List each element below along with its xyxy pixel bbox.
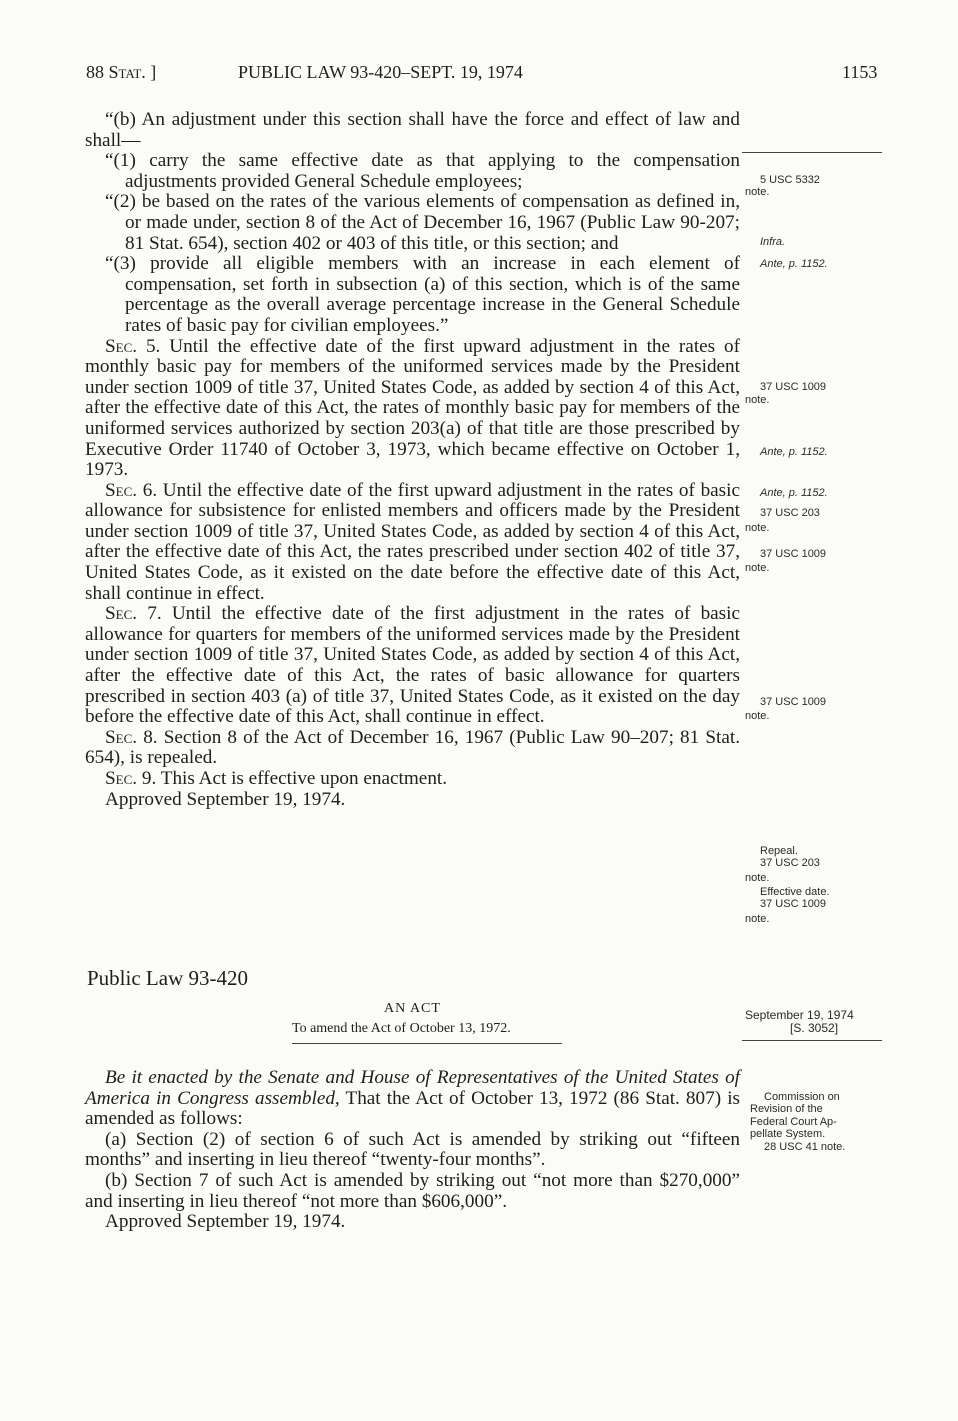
header-volume: 88 Stat. ]: [86, 62, 157, 82]
margin-note-1b: note.: [745, 186, 770, 198]
approval-date: Approved September 19, 1974.: [105, 788, 346, 810]
section-7-label: Sec. 7.: [105, 603, 162, 625]
margin-note-3: Ante, p. 1152.: [760, 258, 828, 270]
section-6: [85, 481, 740, 605]
margin-note-4: 37 USC 1009: [760, 381, 827, 393]
amendment-a: (a) Section (2) of section 6 of such Act is amended by striking out “fifteen months” and inserting in lieu thereof “twenty-four months”.: [85, 1128, 740, 1171]
paragraph-b: “(b) An adjustment under this section shall have the force and effect of law and shall—: [85, 109, 740, 151]
section-8-label: Sec. 8.: [105, 726, 158, 748]
margin-note-7b: note.: [745, 522, 770, 534]
main-text: [85, 110, 740, 810]
section-5: [85, 337, 740, 481]
law2-approval-date: Approved September 19, 1974.: [105, 1211, 346, 1233]
public-law-title: Public Law 93-420: [87, 966, 248, 990]
margin-note-7: 37 USC 203: [760, 507, 820, 519]
margin-note-date: September 19, 1974: [745, 1008, 854, 1022]
header-title: PUBLIC LAW 93-420–SEPT. 19, 1974: [238, 62, 523, 82]
margin-note-11: Effective date. 37 USC 1009: [760, 886, 830, 911]
section-8-text: Section 8 of the Act of December 16, 1967 (Public Law 90–207; 81 Stat. 654), is repealed.: [85, 726, 740, 769]
item-2: “(2) be based on the rates of the various elements of compensation as defined in, or made under, section 8 of the Act of December 16, 1967 (Public Law 90-207; 81 Stat. 654), section 402 or 403 of this title, or this section; and: [105, 191, 740, 254]
margin-note-8b: note.: [745, 562, 770, 574]
section-9: [85, 769, 740, 790]
item-1: “(1) carry the same effective date as that applying to the compensation adjustments provided General Schedule employees;: [105, 150, 740, 192]
page-number: 1153: [842, 62, 878, 82]
margin-note-10: Repeal. 37 USC 203: [760, 845, 820, 870]
enacting-rest: That the Act of October 13, 1972 (86 Stat. 807) is amended as follows:: [85, 1087, 740, 1130]
margin-note-bill: [S. 3052]: [790, 1021, 839, 1035]
margin-note-5: Ante, p. 1152.: [760, 446, 828, 458]
margin-note-11c: note.: [745, 913, 770, 925]
section-6-label: Sec. 6.: [105, 479, 158, 501]
law2-text: [85, 1068, 740, 1233]
an-act-heading: AN ACT: [384, 1001, 441, 1016]
purpose-rule: [292, 1043, 562, 1044]
enacting-clause: [85, 1068, 740, 1130]
margin-note-9b: note.: [745, 710, 770, 722]
margin-rule-top: [742, 152, 882, 153]
item-3: “(3) provide all eligible members with an increase in each element of compensation, set forth in subsection (a) of this section, which is of the same percentage as the overall average percentage increase in the General Schedule rates of basic pay for civilian employees.”: [105, 253, 740, 336]
margin-note-9: 37 USC 1009: [760, 696, 827, 708]
section-6-text: Until the effective date of the first upward adjustment in the rates of basic allowance for subsistence for enlisted members and officers made by the President under section 1009 of title 37, United States Code, as added by section 4 of this Act, after the effective date of this Act, the rates prescribed under section 402 of title 37, United States Code, as it existed on the date before the effective date of this Act, shall continue in effect.: [85, 479, 740, 604]
margin-note-6: Ante, p. 1152.: [760, 487, 828, 499]
section-7: [85, 604, 740, 728]
act-purpose: To amend the Act of October 13, 1972.: [292, 1021, 511, 1036]
section-9-text: This Act is effective upon enactment.: [160, 768, 448, 789]
margin-note-10c: note.: [745, 872, 770, 884]
margin-note-2: Infra.: [760, 236, 786, 248]
margin-rule-bottom: [742, 1040, 882, 1041]
section-5-text: Until the effective date of the first upward adjustment in the rates of monthly basic pay for members of the uniformed services made by the President under section 1009 of title 37, United States Code, as added by section 4 of this Act, after the effective date of this Act, the rates of monthly basic pay for members of the uniformed services authorized by section 203(a) of that title are those prescribed by Executive Order 11740 of October 3, 1973, which became effective on October 1, 1973.: [85, 335, 741, 481]
section-5-label: Sec. 5.: [105, 335, 161, 357]
margin-note-commission: Commission on Revision of the Federal Court Ap- pellate System. 28 USC 41 note.: [750, 1091, 846, 1153]
margin-note-8: 37 USC 1009: [760, 548, 827, 560]
section-9-label: Sec. 9.: [105, 768, 157, 789]
margin-note-4b: note.: [745, 394, 770, 406]
enacting-italic: Be it enacted by the Senate and House of Representatives of the United States of America in Congress assembled,: [85, 1067, 740, 1109]
amendment-b: (b) Section 7 of such Act is amended by striking out “not more than $270,000” and inserting in lieu thereof “not more than $606,000”.: [85, 1169, 740, 1212]
margin-note-1: 5 USC 5332: [760, 174, 820, 186]
section-7-text: Until the effective date of the first adjustment in the rates of basic allowance for quarters for members of the uniformed services made by the President under section 1009 of title 37, United States Code, as added by section 4 of this Act, after the effective date of this Act, the rates of basic allowance for quarters prescribed in section 403 (a) of title 37, United States Code, as it existed on the day before the effective date of this Act, shall continue in effect.: [85, 603, 740, 728]
section-8: [85, 728, 740, 769]
